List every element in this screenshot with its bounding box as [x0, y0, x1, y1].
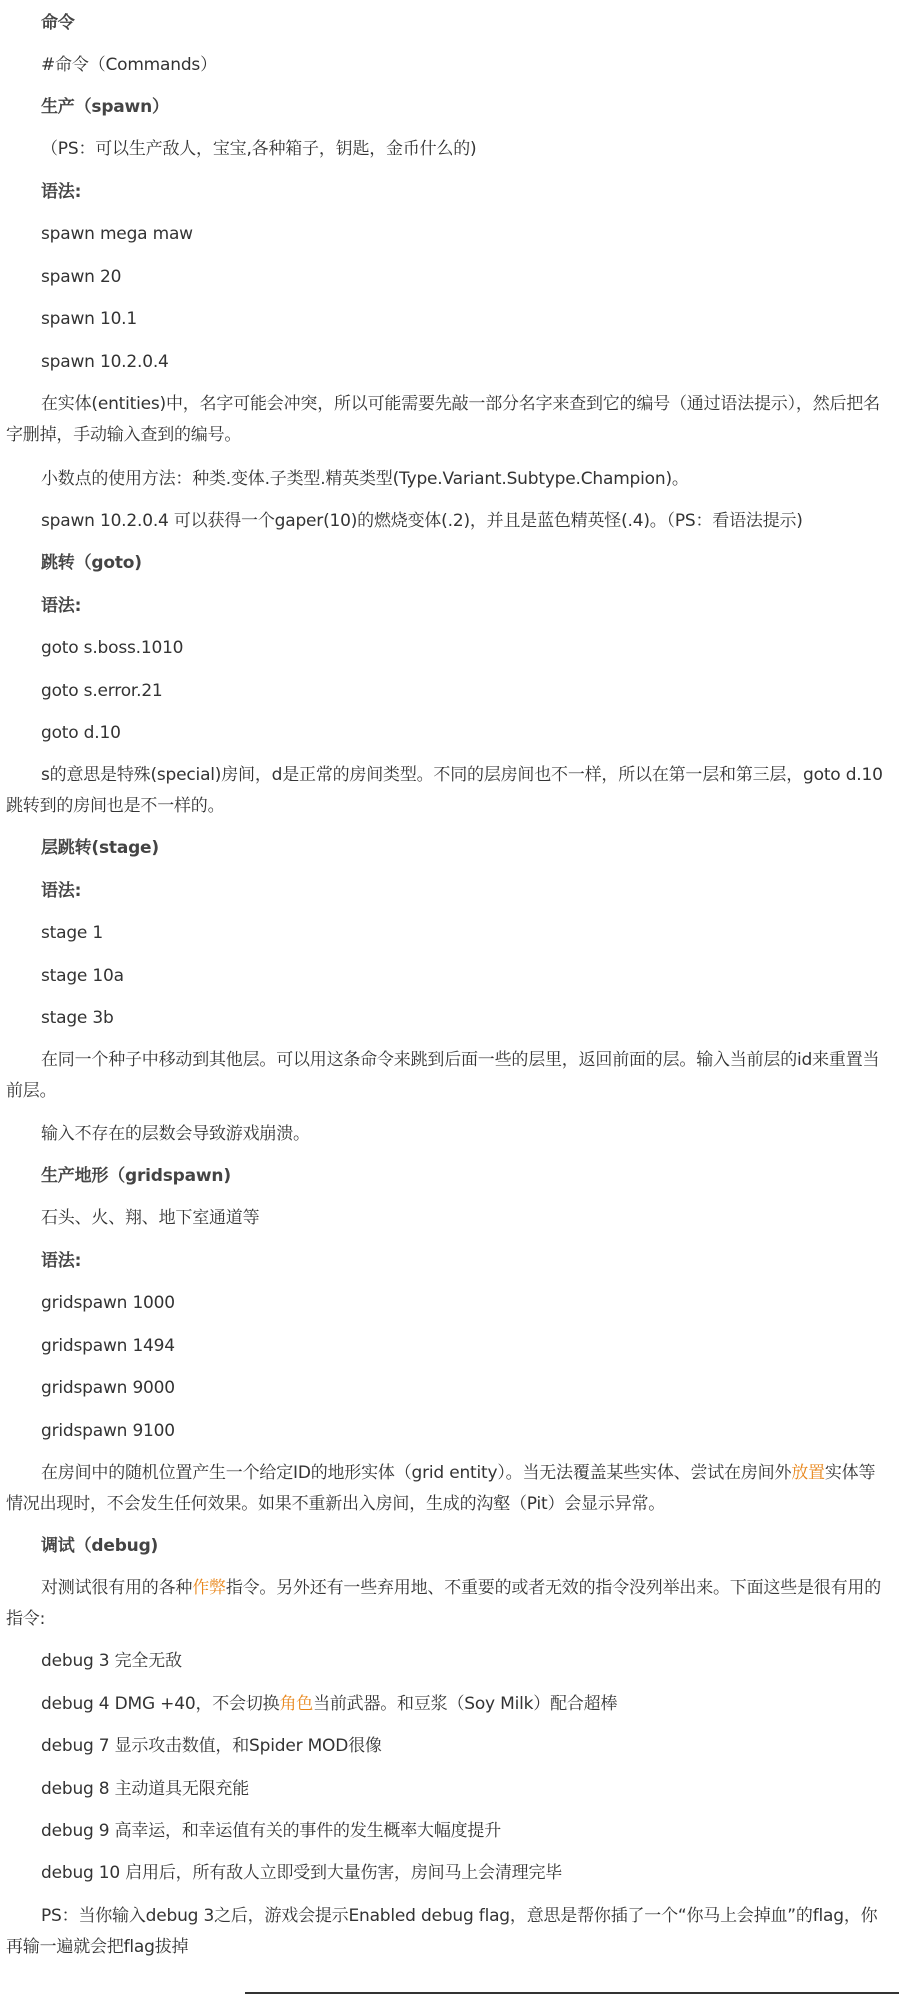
code-example: spawn 20 [41, 267, 122, 287]
wiki-link-place[interactable]: 放置 [791, 1463, 825, 1483]
debug-item: debug 9 高幸运，和幸运值有关的事件的发生概率大幅度提升 [41, 1821, 502, 1841]
text-run: 当前武器。和豆浆（Soy Milk）配合超棒 [313, 1694, 618, 1714]
page-title: 命令 [41, 13, 75, 33]
gridspawn-note: 石头、火、翔、地下室通道等 [41, 1208, 260, 1228]
code-example: goto d.10 [41, 723, 121, 743]
section-heading-stage: 层跳转(stage) [41, 838, 159, 858]
syntax-label: 语法: [41, 881, 82, 901]
debug-item: debug 3 完全无敌 [41, 1651, 182, 1671]
paragraph: 在实体(entities)中，名字可能会冲突，所以可能需要先敲一部分名字来查到它的编号（通过语法提示），然后把名字删掉，手动输入查到的编号。 [6, 394, 880, 445]
paragraph: s的意思是特殊(special)房间，d是正常的房间类型。不同的层房间也不一样，所以在第一层和第三层，goto d.10跳转到的房间也是不一样的。 [6, 765, 883, 816]
code-example: spawn 10.1 [41, 309, 137, 329]
paragraph [6, 1573, 886, 1635]
code-example: gridspawn 9000 [41, 1378, 175, 1398]
code-example: gridspawn 1494 [41, 1336, 175, 1356]
paragraph: 小数点的使用方法：种类.变体.子类型.精英类型(Type.Variant.Subtype.Champion)。 [41, 469, 689, 489]
paragraph: 在同一个种子中移动到其他层。可以用这条命令来跳到后面一些的层里，返回前面的层。输入当前层的id来重置当前层。 [6, 1050, 880, 1101]
paragraph [6, 1458, 886, 1520]
syntax-label: 语法: [41, 596, 82, 616]
section-heading-gridspawn: 生产地形（gridspawn) [41, 1166, 231, 1186]
syntax-label: 语法: [41, 1251, 82, 1271]
wiki-link-cheat[interactable]: 作弊 [192, 1578, 226, 1598]
wiki-link-character[interactable]: 角色 [279, 1694, 314, 1714]
code-example: spawn mega maw [41, 224, 193, 244]
bottom-divider [245, 1992, 899, 1994]
text-run: debug 4 DMG +40，不会切换 [41, 1694, 280, 1714]
text-run: 指令。另外还有一些弃用地、不重要的或者无效的指令没列举出来。下面这些是很有用的指令: [6, 1578, 882, 1629]
code-example: goto s.error.21 [41, 681, 163, 701]
paragraph: PS：当你输入debug 3之后，游戏会提示Enabled debug flag，意思是帮你插了一个“你马上会掉血”的flag，你再输一遍就会把flag拔掉 [6, 1906, 878, 1957]
code-example: gridspawn 9100 [41, 1421, 175, 1441]
paragraph: 输入不存在的层数会导致游戏崩溃。 [41, 1124, 310, 1144]
debug-item: debug 10 启用后，所有敌人立即受到大量伤害，房间马上会清理完毕 [41, 1863, 563, 1883]
section-heading-debug: 调试（debug) [41, 1536, 159, 1556]
code-example: stage 10a [41, 966, 124, 986]
syntax-label: 语法: [41, 182, 82, 202]
code-example: stage 1 [41, 923, 104, 943]
spawn-note: （PS：可以生产敌人，宝宝,各种箱子，钥匙，金币什么的) [41, 139, 477, 159]
paragraph: spawn 10.2.0.4 可以获得一个gaper(10)的燃烧变体(.2)，并且是蓝色精英怪(.4)。（PS：看语法提示) [41, 511, 803, 531]
code-example: spawn 10.2.0.4 [41, 352, 169, 372]
text-run: 实体等情况出现时，不会发生任何效果。如果不重新出入房间，生成的沟壑（Pit）会显示异常。 [6, 1463, 876, 1514]
code-example: gridspawn 1000 [41, 1293, 175, 1313]
commands-heading: #命令（Commands） [41, 55, 217, 75]
debug-item: debug 8 主动道具无限充能 [41, 1779, 250, 1799]
debug-item [6, 1689, 886, 1720]
code-example: goto s.boss.1010 [41, 638, 184, 658]
section-heading-spawn: 生产（spawn） [41, 97, 169, 117]
text-run: 在房间中的随机位置产生一个给定ID的地形实体（grid entity）。当无法覆盖某些实体、尝试在房间外 [41, 1463, 792, 1483]
code-example: stage 3b [41, 1008, 114, 1028]
text-run: 对测试很有用的各种 [41, 1578, 193, 1598]
debug-item: debug 7 显示攻击数值，和Spider MOD很像 [41, 1736, 382, 1756]
section-heading-goto: 跳转（goto) [41, 553, 142, 573]
